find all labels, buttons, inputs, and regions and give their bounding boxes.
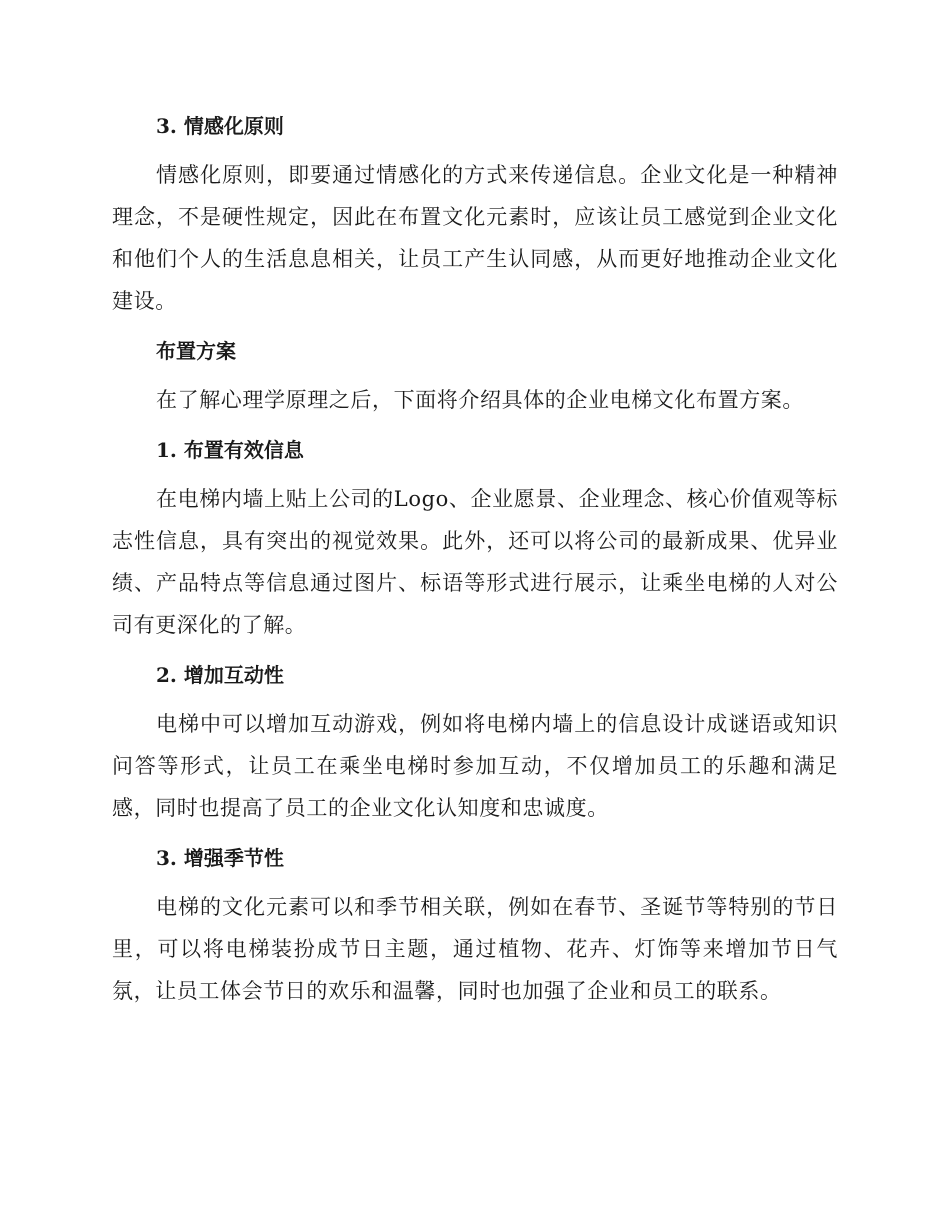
section-layout-plan bbox=[112, 335, 838, 421]
paragraph: 电梯中可以增加互动游戏，例如将电梯内墙上的信息设计成谜语或知识问答等形式，让员工在乘坐电梯时参加互动，不仅增加员工的乐趣和满足感，同时也提高了员工的企业文化认知度和忠诚度。 bbox=[112, 712, 838, 820]
section-heading: 3. 情感化原则 bbox=[156, 114, 284, 138]
section-seasonality bbox=[112, 842, 838, 1012]
section-interactivity bbox=[112, 659, 838, 829]
paragraph: 电梯的文化元素可以和季节相关联，例如在春节、圣诞节等特别的节日里，可以将电梯装扮成节日主题，通过植物、花卉、灯饰等来增加节日气氛，让员工体会节日的欢乐和温馨，同时也加强了企业和员工的联系。 bbox=[112, 895, 838, 1003]
paragraph: 在了解心理学原理之后，下面将介绍具体的企业电梯文化布置方案。 bbox=[156, 388, 804, 412]
section-emotional-principle bbox=[112, 110, 838, 322]
section-effective-info bbox=[112, 434, 838, 646]
paragraph: 在电梯内墙上贴上公司的Logo、企业愿景、企业理念、核心价值观等标志性信息，具有突出的视觉效果。此外，还可以将公司的最新成果、优异业绩、产品特点等信息通过图片、标语等形式进行展示，让乘坐电梯的人对公司有更深化的了解。 bbox=[112, 487, 838, 637]
document-body bbox=[112, 110, 838, 1025]
section-heading: 布置方案 bbox=[156, 339, 236, 363]
paragraph: 情感化原则，即要通过情感化的方式来传递信息。企业文化是一种精神理念，不是硬性规定，因此在布置文化元素时，应该让员工感觉到企业文化和他们个人的生活息息相关，让员工产生认同感，从而更好地推动企业文化建设。 bbox=[112, 163, 838, 313]
section-heading: 3. 增强季节性 bbox=[156, 846, 284, 870]
section-heading: 2. 增加互动性 bbox=[156, 663, 284, 687]
section-heading: 1. 布置有效信息 bbox=[156, 438, 304, 462]
